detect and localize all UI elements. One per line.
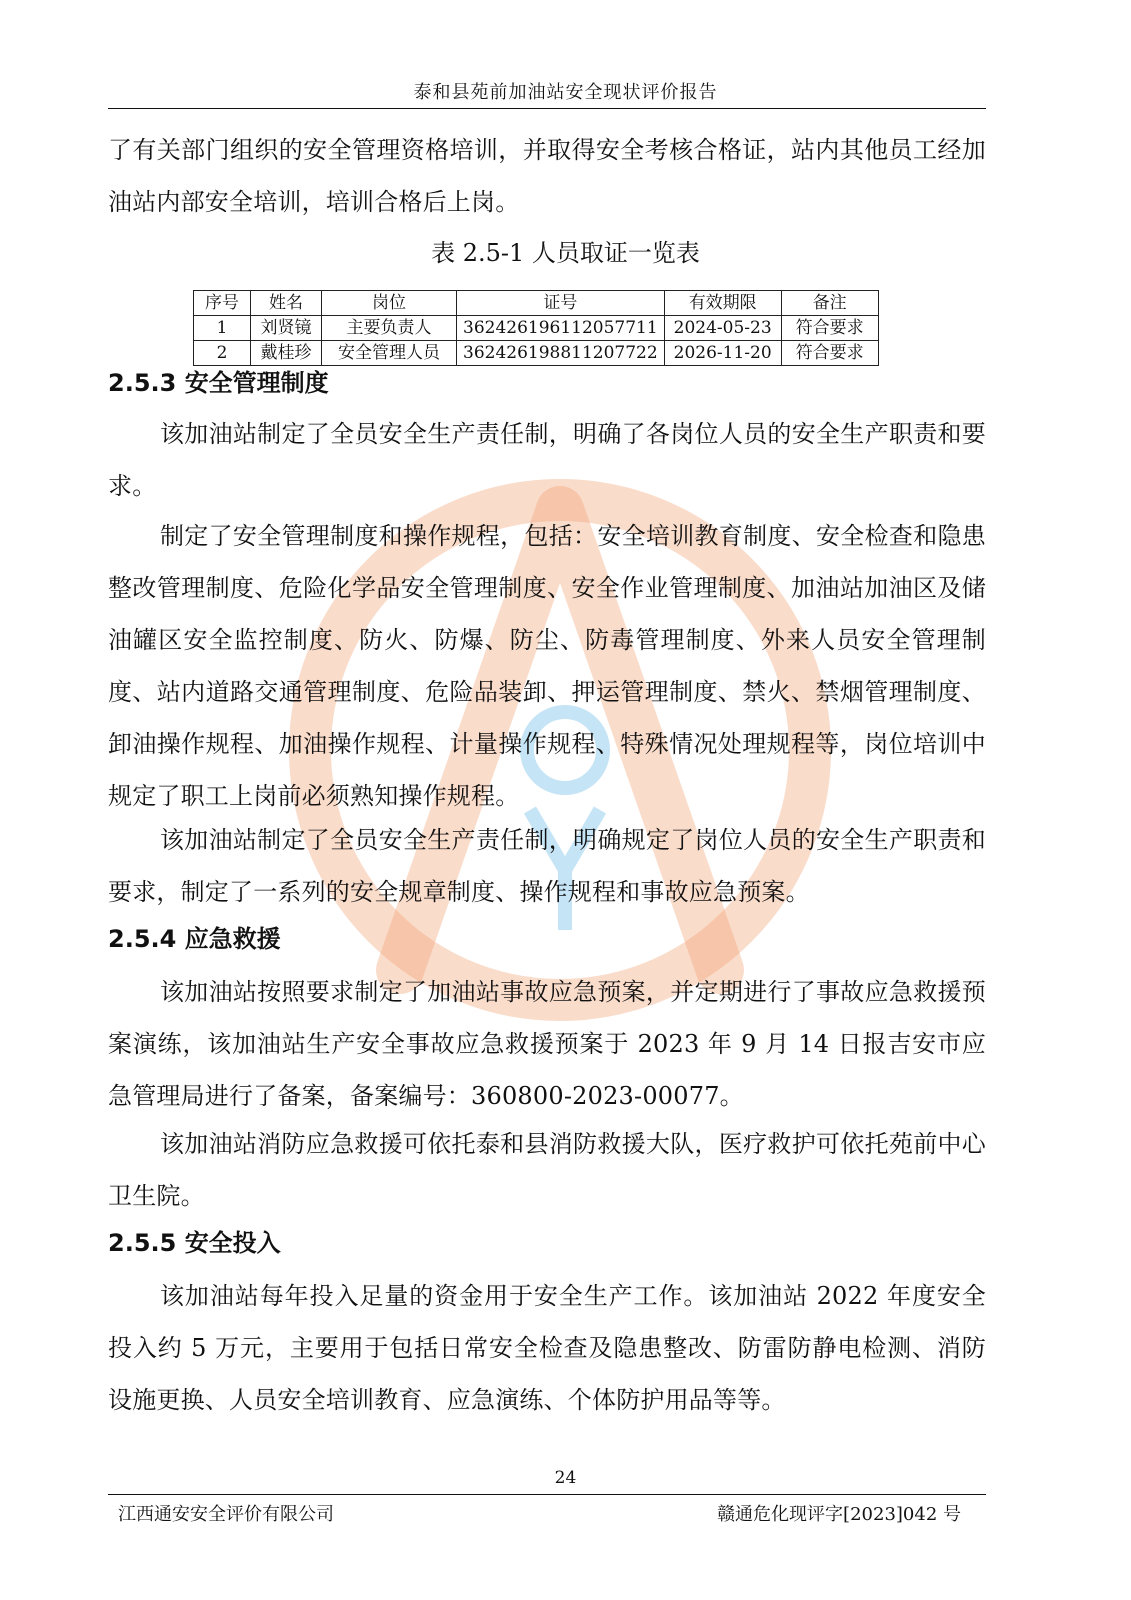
col-header-validity: 有效期限 bbox=[664, 291, 781, 316]
cell-name: 戴桂珍 bbox=[251, 341, 322, 366]
intro-paragraph: 了有关部门组织的安全管理资格培训，并取得安全考核合格证，站内其他员工经加油站内部安全培训，培训合格后上岗。 bbox=[108, 136, 986, 216]
col-header-cert-no: 证号 bbox=[457, 291, 665, 316]
cell-validity: 2026-11-20 bbox=[664, 341, 781, 366]
col-header-position: 岗位 bbox=[322, 291, 457, 316]
heading-2-5-4: 2.5.4 应急救援 bbox=[108, 925, 281, 953]
header-title: 泰和县苑前加油站安全现状评价报告 bbox=[413, 82, 718, 103]
cell-index: 2 bbox=[194, 341, 251, 366]
cell-cert-no: 362426198811207722 bbox=[457, 341, 665, 366]
page-number: 24 bbox=[554, 1468, 577, 1488]
col-header-name: 姓名 bbox=[251, 291, 322, 316]
cell-name: 刘贤镜 bbox=[251, 316, 322, 341]
sec255-paragraph-1: 该加油站每年投入足量的资金用于安全生产工作。该加油站 2022 年度安全投入约 5 万元，主要用于包括日常安全检查及隐患整改、防雷防静电检测、消防设施更换、人员安全培训教育、应急演练、个体防护用品等等。 bbox=[108, 1282, 986, 1414]
footer-doc-number: 赣通危化现评字[2023]042 号 bbox=[717, 1504, 961, 1525]
col-header-remark: 备注 bbox=[781, 291, 878, 316]
cell-validity: 2024-05-23 bbox=[664, 316, 781, 341]
cell-index: 1 bbox=[194, 316, 251, 341]
footer-rule bbox=[108, 1494, 986, 1495]
cell-remark: 符合要求 bbox=[781, 341, 878, 366]
staff-certificate-table bbox=[193, 290, 879, 366]
table-header-row bbox=[194, 291, 879, 316]
table-row bbox=[194, 316, 879, 341]
header-rule bbox=[108, 108, 986, 109]
cell-cert-no: 362426196112057711 bbox=[457, 316, 665, 341]
col-header-index: 序号 bbox=[194, 291, 251, 316]
sec253-paragraph-3: 该加油站制定了全员安全生产责任制，明确规定了岗位人员的安全生产职责和要求，制定了一系列的安全规章制度、操作规程和事故应急预案。 bbox=[108, 826, 986, 906]
cell-remark: 符合要求 bbox=[781, 316, 878, 341]
sec254-paragraph-1: 该加油站按照要求制定了加油站事故应急预案，并定期进行了事故应急救援预案演练，该加油站生产安全事故应急救援预案于 2023 年 9 月 14 日报吉安市应急管理局进行了备案，备案编号：360800-2023-00077。 bbox=[108, 978, 986, 1110]
footer-company: 江西通安安全评价有限公司 bbox=[118, 1504, 334, 1525]
heading-2-5-3: 2.5.3 安全管理制度 bbox=[108, 369, 329, 397]
heading-2-5-5: 2.5.5 安全投入 bbox=[108, 1229, 281, 1257]
cell-position: 安全管理人员 bbox=[322, 341, 457, 366]
table-row bbox=[194, 341, 879, 366]
sec253-paragraph-1: 该加油站制定了全员安全生产责任制，明确了各岗位人员的安全生产职责和要求。 bbox=[108, 420, 986, 500]
table-caption: 表 2.5-1 人员取证一览表 bbox=[431, 239, 700, 267]
sec253-paragraph-2: 制定了安全管理制度和操作规程，包括：安全培训教育制度、安全检查和隐患整改管理制度、危险化学品安全管理制度、安全作业管理制度、加油站加油区及储油罐区安全监控制度、防火、防爆、防尘、防毒管理制度、外来人员安全管理制度、站内道路交通管理制度、危险品装卸、押运管理制度、禁火、禁烟管理制度、卸油操作规程、加油操作规程、计量操作规程、特殊情况处理规程等，岗位培训中规定了职工上岗前必须熟知操作规程。 bbox=[108, 522, 986, 810]
sec254-paragraph-2: 该加油站消防应急救援可依托泰和县消防救援大队，医疗救护可依托苑前中心卫生院。 bbox=[108, 1130, 986, 1210]
cell-position: 主要负责人 bbox=[322, 316, 457, 341]
